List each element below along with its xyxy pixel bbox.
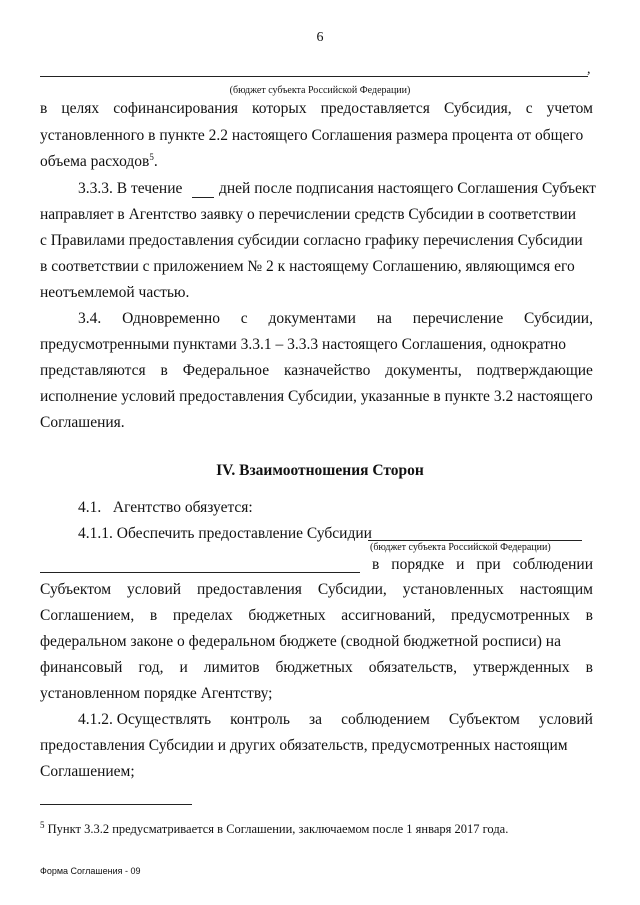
item-4-1-1-line7: установленном порядке Агентству; — [40, 685, 273, 702]
para3-line3: представляются в Федеральное казначейство документы, подтверждающие — [40, 362, 593, 379]
item-4-1-2-line3: Соглашением; — [40, 763, 135, 780]
section-title: IV. Взаимоотношения Сторон — [216, 462, 424, 479]
blank-underline-budget-2 — [368, 540, 582, 541]
para2-line1b: дней после подписания настоящего Соглашения Субъект — [219, 180, 596, 197]
para3-line2: предусмотренными пунктами 3.3.1 – 3.3.3 настоящего Соглашения, однократно — [40, 336, 567, 353]
item-4-1-2-line1: 4.1.2. Осуществлять контроль за соблюдением Субъектом условий — [78, 711, 593, 728]
para3-line4: исполнение условий предоставления Субсидии, указанные в пункте 3.2 настоящего — [40, 388, 593, 405]
item-4-1-1-line2-tail: в порядке и при соблюдении — [372, 556, 593, 573]
blank-underline-budget — [40, 76, 588, 77]
footnote-mark: 5 — [40, 819, 45, 830]
item-4-1-1-line6: финансовый год, и лимитов бюджетных обязательств, утвержденных в — [40, 659, 593, 676]
budget-caption-2: (бюджет субъекта Российской Федерации) — [370, 542, 551, 553]
item-4-1-1-line3: Субъектом условий предоставления Субсидии, установленных настоящим — [40, 581, 593, 598]
days-blank-underline — [192, 197, 214, 198]
para3-line1: 3.4. Одновременно с документами на перечисление Субсидии, — [78, 310, 593, 327]
footnote-ref: 5 — [149, 151, 154, 162]
item-4-1-1-line5: федеральном законе о федеральном бюджете (сводной бюджетной росписи) на — [40, 633, 561, 650]
footnote — [40, 819, 509, 837]
blank-underline-program — [40, 572, 360, 573]
para1-line2: установленного в пункте 2.2 настоящего Соглашения размера процента от общего — [40, 127, 584, 144]
para1-line3: объема расходов$^5$. — [40, 151, 158, 170]
item-4-1-2-line2: предоставления Субсидии и других обязательств, предусмотренных настоящим — [40, 737, 568, 754]
page-number: 6 — [316, 30, 324, 45]
item-4-1-1-line4: Соглашением, в пределах бюджетных ассигнований, предусмотренных в — [40, 607, 593, 624]
para3-line5: Соглашения. — [40, 414, 125, 431]
item-4-1: 4.1. Агентство обязуется: — [78, 499, 253, 516]
footnote-text: Пункт 3.3.2 предусматривается в Соглашении, заключаемом после 1 января 2017 года. — [44, 822, 509, 836]
para2-line5: неотъемлемой частью. — [40, 284, 190, 301]
footnote-separator — [40, 804, 192, 805]
budget-caption: (бюджет субъекта Российской Федерации) — [229, 85, 411, 96]
para1-line1: в целях софинансирования которых предоставляется Субсидия, с учетом — [40, 100, 593, 117]
item-4-1-1-line1: 4.1.1. Обеспечить предоставление Субсидии — [78, 525, 372, 542]
para2-line4: в соответствии с приложением № 2 к настоящему Соглашению, являющимся его — [40, 258, 575, 275]
form-label: Форма Соглашения - 09 — [40, 866, 141, 876]
para2-line1a: 3.3.3. В течение — [78, 180, 183, 197]
para2-line3: с Правилами предоставления субсидии согласно графику перечисления Субсидии — [40, 232, 583, 249]
para2-line2: направляет в Агентство заявку о перечислении средств Субсидии в соответствии — [40, 206, 577, 223]
top-comma: , — [587, 62, 591, 77]
